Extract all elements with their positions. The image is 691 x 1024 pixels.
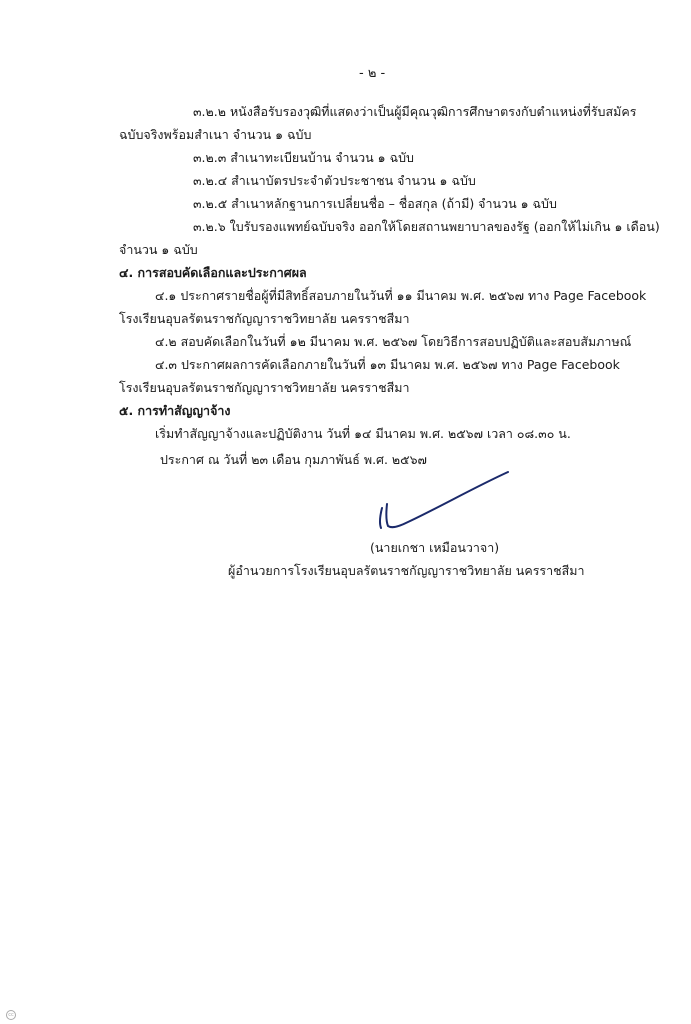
creative-commons-icon: cc	[6, 1010, 16, 1020]
signer-name: (นายเกชา เหมือนวาจา)	[370, 540, 500, 555]
item-3-2-6-cont: จำนวน ๑ ฉบับ	[119, 242, 198, 257]
section-4-heading: ๔. การสอบคัดเลือกและประกาศผล	[119, 265, 307, 280]
section-5-heading: ๕. การทำสัญญาจ้าง	[119, 403, 231, 418]
signer-title: ผู้อำนวยการโรงเรียนอุบลรัตนราชกัญญาราชวิทยาลัย นครราชสีมา	[228, 563, 585, 578]
section-5-text: เริ่มทำสัญญาจ้างและปฏิบัติงาน วันที่ ๑๔ มีนาคม พ.ศ. ๒๕๖๗ เวลา ๐๘.๓๐ น.	[155, 426, 571, 441]
item-4-3: ๔.๓ ประกาศผลการคัดเลือกภายในวันที่ ๑๓ มีนาคม พ.ศ. ๒๕๖๗ ทาง Page Facebook	[155, 357, 620, 372]
item-3-2-2-cont: ฉบับจริงพร้อมสำเนา จำนวน ๑ ฉบับ	[119, 127, 312, 142]
item-4-3-cont: โรงเรียนอุบลรัตนราชกัญญาราชวิทยาลัย นครราชสีมา	[119, 380, 410, 395]
item-3-2-6: ๓.๒.๖ ใบรับรองแพทย์ฉบับจริง ออกให้โดยสถานพยาบาลของรัฐ (ออกให้ไม่เกิน ๑ เดือน)	[193, 219, 660, 234]
signature	[368, 468, 513, 536]
item-4-2: ๔.๒ สอบคัดเลือกในวันที่ ๑๒ มีนาคม พ.ศ. ๒๕๖๗ โดยวิธีการสอบปฏิบัติและสอบสัมภาษณ์	[155, 334, 632, 349]
page-number: - ๒ -	[359, 66, 386, 81]
announce-date: ประกาศ ณ วันที่ ๒๓ เดือน กุมภาพันธ์ พ.ศ. ๒๕๖๗	[160, 452, 427, 467]
item-3-2-5: ๓.๒.๕ สำเนาหลักฐานการเปลี่ยนชื่อ – ชื่อสกุล (ถ้ามี) จำนวน ๑ ฉบับ	[193, 196, 557, 211]
footer-badge	[6, 1010, 16, 1020]
item-3-2-3: ๓.๒.๓ สำเนาทะเบียนบ้าน จำนวน ๑ ฉบับ	[193, 150, 414, 165]
item-3-2-4: ๓.๒.๔ สำเนาบัตรประจำตัวประชาชน จำนวน ๑ ฉบับ	[193, 173, 476, 188]
item-3-2-2: ๓.๒.๒ หนังสือรับรองวุฒิที่แสดงว่าเป็นผู้มีคุณวุฒิการศึกษาตรงกับตำแหน่งที่รับสมัคร	[193, 104, 637, 119]
item-4-1: ๔.๑ ประกาศรายชื่อผู้ที่มีสิทธิ์สอบภายในวันที่ ๑๑ มีนาคม พ.ศ. ๒๕๖๗ ทาง Page Facebook	[155, 288, 647, 303]
item-4-1-cont: โรงเรียนอุบลรัตนราชกัญญาราชวิทยาลัย นครราชสีมา	[119, 311, 410, 326]
